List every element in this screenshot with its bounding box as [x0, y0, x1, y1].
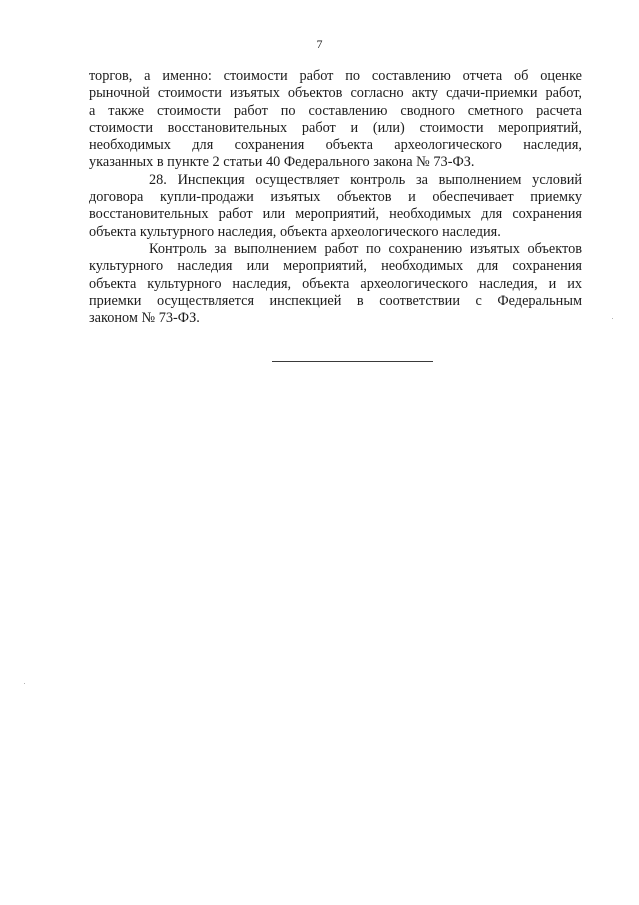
- paragraph-1-line-2: рыночной стоимости изъятых объектов согласно акту сдачи-приемки работ,: [89, 85, 582, 102]
- paragraph-2-line-2: договора купли-продажи изъятых объектов и обеспечивает приемку: [89, 189, 582, 206]
- paragraph-3-line-2: культурного наследия или мероприятий, необходимых для сохранения: [89, 258, 582, 275]
- paragraph-1-line-6: указанных в пункте 2 статьи 40 Федерального закона № 73-ФЗ.: [89, 154, 475, 171]
- scan-speck: [612, 318, 613, 319]
- paragraph-3-line-3: объекта культурного наследия, объекта археологического наследия, и их: [89, 275, 582, 292]
- paragraph-1-line-1: торгов, а именно: стоимости работ по составлению отчета об оценке: [89, 68, 582, 84]
- paragraph-1-line-4: стоимости восстановительных работ и (или) стоимости мероприятий,: [89, 119, 582, 136]
- end-of-text-rule: [272, 361, 433, 362]
- paragraph-2-line-3: восстановительных работ или мероприятий, необходимых для сохранения: [89, 206, 582, 223]
- paragraph-3-line-1: Контроль за выполнением работ по сохранению изъятых объектов: [149, 240, 582, 257]
- paragraph-3-line-4: приемки осуществляется инспекцией в соответствии с Федеральным: [89, 292, 582, 309]
- document-body: [89, 68, 582, 327]
- scan-speck: [24, 683, 25, 684]
- paragraph-3-line-5: законом № 73-ФЗ.: [89, 310, 200, 327]
- page-number: 7: [316, 37, 323, 51]
- paragraph-2-line-1: 28. Инспекция осуществляет контроль за выполнением условий: [149, 171, 582, 188]
- paragraph-1-line-5: необходимых для сохранения объекта археологического наследия,: [89, 137, 582, 154]
- paragraph-1-line-3: а также стоимости работ по составлению сводного сметного расчета: [89, 102, 582, 119]
- paragraph-2-line-4: объекта культурного наследия, объекта археологического наследия.: [89, 223, 501, 240]
